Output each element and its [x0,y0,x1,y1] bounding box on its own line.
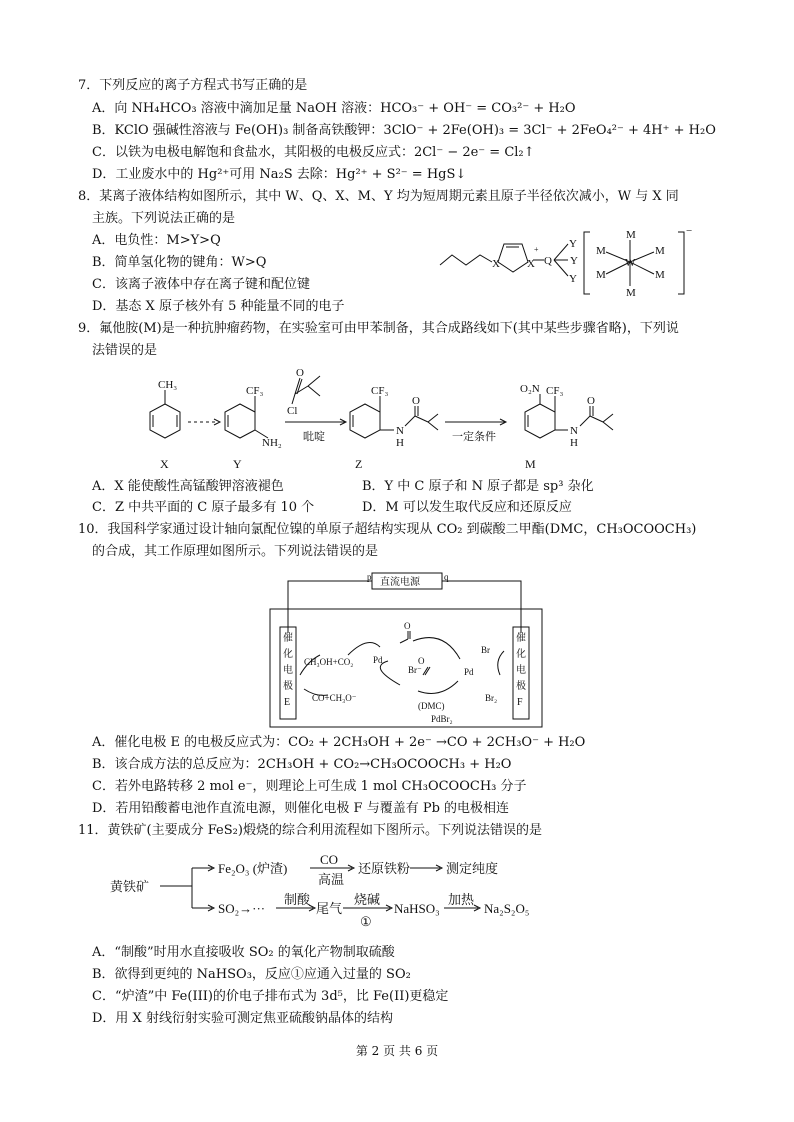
atom-x1: X [492,258,500,270]
reagent-chlorine: Cl [287,405,298,417]
q10-option-c: C．若外电路转移 2 mol e⁻，则理论上可生成 1 mol CH₃OCOOCH₃ 分子 [92,779,527,794]
q11-stem: 11．黄铁矿(主要成分 FeS₂)煅烧的综合利用流程如下图所示。下列说法错误的是 [78,823,542,838]
pyrite-flowchart [108,846,578,934]
electrode-f-char5: F [517,697,523,708]
q10-option-a: A．催化电极 E 的电极反应式为：CO₂ + 2CH₃OH + 2e⁻ →CO + 2CH₃O⁻ + H₂O [92,735,586,750]
q9-option-b: B．Y 中 C 原子和 N 原子都是 sp³ 杂化 [362,479,594,494]
reagent-pyridine: 吡啶 [303,431,325,443]
q7-option-a: A．向 NH₄HCO₃ 溶液中滴加足量 NaOH 溶液：HCO₃⁻ + OH⁻ = CO₃²⁻ + H₂O [92,101,576,116]
atom-y3: Y [569,273,577,285]
flow-step1: ① [360,914,372,929]
terminal-q: q [444,572,449,582]
q8-option-b: B．简单氢化物的键角：W>Q [92,255,267,270]
atom-m2: M [626,287,636,299]
cation-charge: + [534,245,539,254]
ionic-liquid-structure [430,222,695,304]
y-nh2: NH₂ [262,437,282,449]
atom-m4: M [596,269,606,281]
m-nitro: O₂N [520,383,540,395]
electrode-f-char2: 化 [516,649,526,660]
flow-caustic: 烧碱 [354,892,381,907]
q10-stem: 10．我国科学家通过设计轴向氯配位镍的单原子超结构实现从 CO₂ 到碳酸二甲酯(DMC，CH₃OCOOCH₃) [78,522,697,537]
bromine-atom: Br [481,645,490,655]
z-hydrogen: H [396,437,404,449]
q8-option-a: A．电负性：M>Y>Q [92,233,221,248]
electrode-e-char3: 电 [283,665,293,676]
m-nitrogen: N [570,425,578,437]
q11-option-d: D．用 X 射线衍射实验可测定焦亚硫酸钠晶体的结构 [92,1011,393,1026]
flow-acid: 制酸 [284,892,311,907]
flow-heat: 加热 [448,892,475,907]
q10-stem-cont: 的合成，其工作原理如图所示。下列说法错误的是 [92,544,379,559]
atom-m5: M [655,245,665,257]
reagent-condition: 一定条件 [452,431,496,443]
atom-x2: X [527,258,535,270]
atom-y2: Y [570,255,578,267]
q8-stem-cont: 主族。下列说法正确的是 [92,211,236,226]
z-nitrogen: N [396,425,404,437]
reagent-oxygen: O [296,367,304,379]
q11-option-c: C．“炉渣”中 Fe(III)的价电子排布式为 3d⁵，比 Fe(II)更稳定 [92,989,449,1004]
x-methyl: CH₃ [158,379,178,391]
q9-option-a: A．X 能使酸性高锰酸钾溶液褪色 [92,479,284,494]
electrode-e-char5: E [284,697,291,708]
carbonyl-oxygen-2: O [418,656,425,666]
q10-option-b: B．该合成方法的总反应为：2CH₃OH + CO₂→CH₃OCOOCH₃ + H₂O [92,757,512,772]
q9-stem: 9．氟他胺(M)是一种抗肿瘤药物，在实验室可由甲苯制备，其合成路线如下(其中某些步骤省略)，下列说 [78,321,679,336]
atom-w: W [625,257,636,269]
flow-fe2o3: Fe₂O₃ (炉渣) [218,861,288,876]
flow-iron-powder: 还原铁粉 [358,861,411,876]
q8-stem: 8．某离子液体结构如图所示，其中 W、Q、X、M、Y 均为短周期元素且原子半径依次减小，W 与 X 同 [78,189,679,204]
page-footer: 第 2 页 共 6 页 [355,1044,439,1058]
electrode-f-char1: 催 [516,633,526,644]
electrode-e-char1: 催 [283,633,293,644]
q11-option-a: A．“制酸”时用水直接吸收 SO₂ 的氧化产物制取硫酸 [92,945,395,960]
bromine-molecule: Br₂ [485,693,498,703]
q9-option-c: C．Z 中共平面的 C 原子最多有 10 个 [92,500,315,515]
flutamide-synthesis-scheme [140,364,700,472]
flow-purity: 测定纯度 [446,861,499,876]
carbonyl-oxygen-1: O [404,621,411,631]
dmc-electrolysis-diagram [268,571,544,729]
q8-option-d: D．基态 X 原子核外有 5 种能量不同的电子 [92,299,345,314]
q7-stem: 7．下列反应的离子方程式书写正确的是 [78,78,308,93]
electrode-e-char4: 极 [283,681,293,692]
m-cf3: CF₃ [546,385,564,397]
z-oxygen: O [412,395,420,407]
flow-co: CO [320,852,339,867]
q7-option-b: B．KClO 强碱性溶液与 Fe(OH)₃ 制备高铁酸钾：3ClO⁻ + 2Fe(OH)₃ = 3Cl⁻ + 2FeO₄²⁻ + 4H⁺ + H₂O [92,123,716,138]
label-z: Z [355,457,363,471]
flow-pyrite: 黄铁矿 [110,879,150,894]
electrode-f-char4: 极 [516,681,526,692]
bromide-ion: Br⁻ [408,665,422,675]
q7-option-d: D．工业废水中的 Hg²⁺可用 Na₂S 去除：Hg²⁺ + S²⁻ = HgS↓ [92,167,467,182]
q9-option-d: D．M 可以发生取代反应和还原反应 [362,500,572,515]
atom-m1: M [626,229,636,241]
q9-stem-cont: 法错误的是 [92,343,158,358]
label-m: M [525,457,536,471]
atom-m3: M [596,245,606,257]
flow-product: Na₂S₂O₅ [484,901,530,916]
m-hydrogen: H [570,437,578,449]
flow-high-temp: 高温 [318,872,345,887]
pdbr2-label: PdBr₂ [431,714,453,724]
y-cf3: CF₃ [246,385,264,397]
q11-option-b: B．欲得到更纯的 NaHSO₃，反应①应通入过量的 SO₂ [92,967,411,982]
z-cf3: CF₃ [371,385,389,397]
pd-complex-1: Pd [373,655,383,665]
electrode-e-char2: 化 [283,649,293,660]
pd-complex-2: Pd [464,667,474,677]
flow-tail-gas: 尾气 [316,901,343,916]
terminal-p: p [367,572,372,582]
reactants-label: CH₃OH+CO₂ [304,657,354,667]
label-y: Y [233,457,242,471]
m-oxygen: O [587,395,595,407]
dmc-label: (DMC) [418,701,445,711]
anion-charge: − [686,225,693,237]
q8-option-c: C．该离子液体中存在离子键和配位键 [92,277,310,292]
products-label: CO+CH₃O⁻ [312,693,357,703]
flow-so2: SO₂→··· [218,901,266,916]
atom-q: Q [544,255,552,267]
label-x: X [160,457,169,471]
flow-nahso3: NaHSO₃ [394,901,440,916]
q7-option-c: C．以铁为电极电解饱和食盐水，其阳极的电极反应式：2Cl⁻ − 2e⁻ = Cl₂↑ [92,145,535,160]
atom-m6: M [655,269,665,281]
atom-y1: Y [569,238,577,250]
q10-option-d: D．若用铅酸蓄电池作直流电源，则催化电极 F 与覆盖有 Pb 的电极相连 [92,801,510,816]
power-supply-label: 直流电源 [380,577,420,588]
electrode-f-char3: 电 [516,665,526,676]
